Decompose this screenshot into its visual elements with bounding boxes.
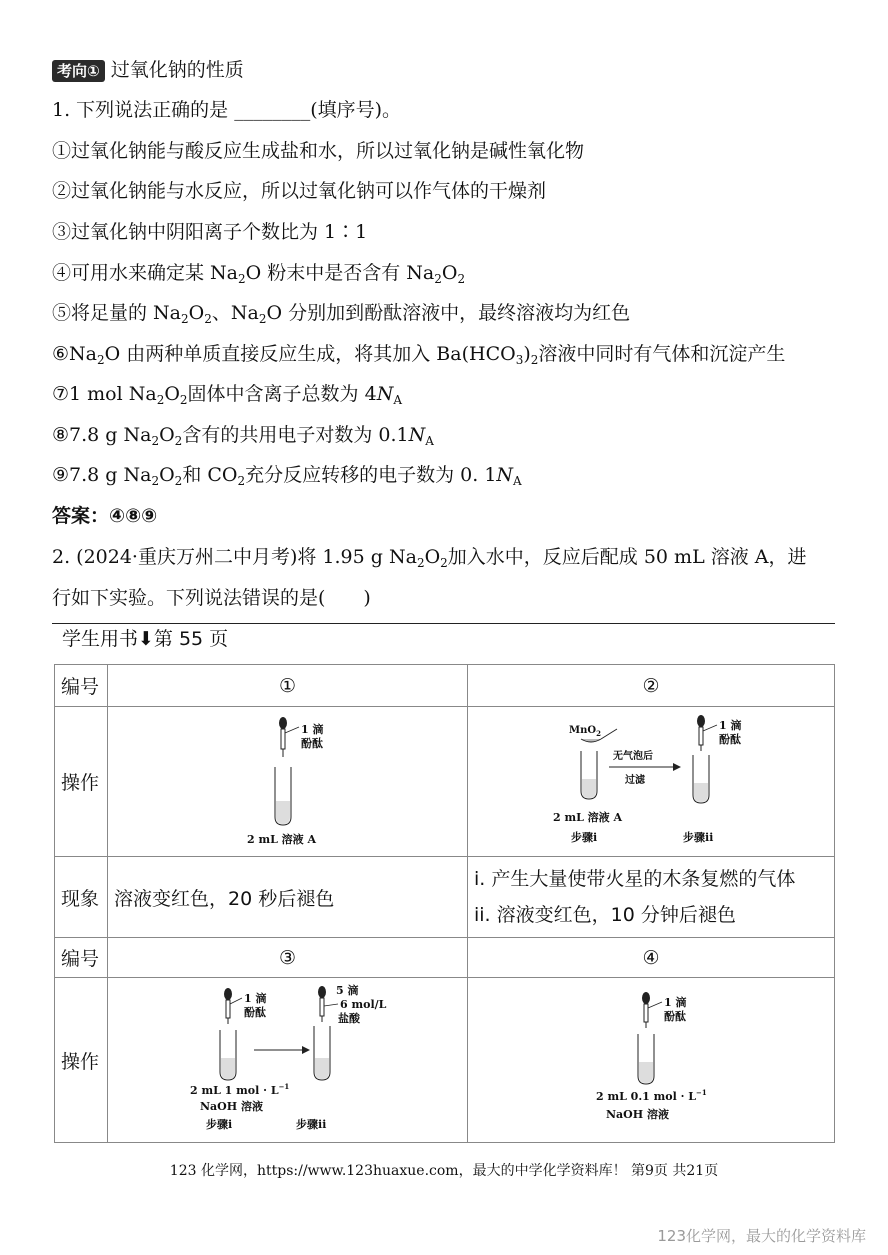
liquid [276, 801, 290, 824]
q1-option-9: ⑨7.8 g $Na_2O_2$和 $CO_2$充分反应转移的电子数为 0. $1N_A$ [52, 464, 522, 488]
pointer-line [703, 725, 717, 731]
arrow-head [673, 763, 681, 771]
label-solution-conc: 2 mL 0.1 mol · $L^{-1}$ [596, 1088, 707, 1103]
label-drop: 1 滴 [243, 992, 266, 1005]
label-arrow-bottom: 过滤 [625, 775, 645, 786]
label-arrow-top: 无气泡后 [613, 751, 653, 762]
label-concentration: 6 mol/L [339, 998, 386, 1011]
dropper-stem [699, 727, 703, 745]
diagram-3 [188, 980, 388, 1135]
label-number: 编号 [55, 665, 108, 707]
textbook-page-ref: 学生用书⬇第 55 页 [62, 628, 229, 650]
label-hcl: 盐酸 [337, 1012, 360, 1025]
label-naoh: NaOH 溶液 [606, 1108, 669, 1121]
q1-answer: 答案：④⑧⑨ [52, 505, 158, 527]
table-row [55, 978, 835, 1143]
dropper-bulb [642, 992, 650, 1004]
phenomenon-2-ii: ii. 溶液变红色，10 分钟后褪色 [474, 904, 736, 926]
pointer-line [648, 1002, 662, 1008]
page-footer: 123 化学网，https://www.123huaxue.com，最大的中学化学资料库！ 第9页 共21页 [169, 1163, 719, 1179]
q1-option-6: $⑥Na_2O$ 由两种单质直接反应生成，将其加入 $Ba(HCO_3)_2$溶液中同时有气体和沉淀产生 [52, 343, 786, 367]
liquid [639, 1062, 653, 1083]
table-row [55, 857, 835, 938]
label-drop-5: 5 滴 [335, 984, 358, 997]
liquid [582, 779, 596, 798]
q1-option-7: ⑦1 mol $Na_2O_2$固体中含离子总数为 $4N_A$ [52, 383, 402, 407]
label-operation: 操作 [55, 978, 108, 1143]
label-step-1: 步骤ⅰ [205, 1118, 232, 1131]
label-step-1: 步骤ⅰ [571, 831, 598, 844]
section-heading [52, 58, 244, 82]
experiment-table [54, 664, 835, 1143]
diagram-3-cell [108, 978, 468, 1143]
label-drop: 1 滴 [664, 996, 687, 1009]
diagram-2-cell [468, 707, 835, 857]
pointer-line [230, 998, 242, 1004]
label-drop: 1 滴 [300, 723, 323, 736]
q1-option-5: ⑤将足量的 $Na_2O_2$、$Na_2O$ 分别加到酚酞溶液中，最终溶液均为红色 [52, 302, 631, 326]
label-step-2: 步骤ⅱ [295, 1118, 326, 1131]
diagram-4 [576, 980, 726, 1135]
q1-stem: 1. 下列说法正确的是 ________(填序号)。 [52, 99, 402, 121]
dropper-stem [226, 1000, 230, 1018]
phenomenon-1: 溶液变红色，20 秒后褪色 [108, 857, 468, 938]
phenomenon-2 [468, 857, 835, 938]
label-drop: 1 滴 [719, 719, 742, 732]
q1-option-4: ④可用水来确定某 $Na_2O$ 粉末中是否含有 $Na_2O_2$ [52, 262, 466, 286]
liquid [694, 783, 708, 802]
section-title: 过氧化钠的性质 [110, 59, 244, 81]
label-number: 编号 [55, 938, 108, 978]
label-phenol: 酚酞 [664, 1010, 686, 1023]
dropper-stem [281, 729, 285, 749]
diagram-4-cell [468, 978, 835, 1143]
exp-number-4: ④ [468, 938, 835, 978]
pointer-line [285, 727, 299, 733]
label-naoh: NaOH 溶液 [199, 1100, 263, 1113]
liquid [221, 1058, 235, 1079]
q2-stem: 2. (2024·重庆万州二中月考)将 1.95 g $Na_2O_2$加入水中，反应后配成 50 mL 溶液 A，进 [52, 546, 807, 570]
label-phenol: 酚酞 [243, 1006, 266, 1019]
diagram-1 [213, 709, 363, 849]
dropper-bulb [279, 717, 287, 729]
pointer-line [324, 1004, 338, 1006]
dropper-bulb [697, 715, 705, 727]
spatula-handle [601, 729, 617, 739]
spatula [581, 739, 601, 742]
arrow-head [302, 1046, 310, 1054]
liquid [315, 1058, 329, 1079]
q1-option-1: ①过氧化钠能与酸反应生成盐和水，所以过氧化钠是碱性氧化物 [52, 140, 585, 162]
dropper-bulb [318, 986, 326, 998]
label-solution-conc: 2 mL 1 mol · $L^{-1}$ [189, 1082, 289, 1097]
exp-number-2: ② [468, 665, 835, 707]
label-operation: 操作 [55, 707, 108, 857]
table-row [55, 665, 835, 707]
dropper-stem [644, 1004, 648, 1022]
q1-option-8: ⑧7.8 g $Na_2O_2$含有的共用电子对数为 $0.1N_A$ [52, 424, 434, 448]
diagram-1-cell [108, 707, 468, 857]
label-mno2: MnO$_2$ [569, 725, 601, 738]
label-phenol: 酚酞 [719, 733, 741, 746]
label-phenomenon: 现象 [55, 857, 108, 938]
label-step-2: 步骤ⅱ [683, 831, 714, 844]
table-row [55, 707, 835, 857]
dropper-stem [320, 998, 324, 1016]
q1-option-2: ②过氧化钠能与水反应，所以过氧化钠可以作气体的干燥剂 [52, 180, 547, 202]
exp-number-1: ① [108, 665, 468, 707]
dropper-bulb [224, 988, 232, 1000]
diagram-2 [551, 709, 751, 849]
phenomenon-2-i: i. 产生大量使带火星的木条复燃的气体 [474, 868, 796, 890]
q1-option-3: ③过氧化钠中阴阳离子个数比为 1∶1 [52, 221, 368, 243]
watermark: 123化学网，最大的化学资料库 [657, 1227, 866, 1245]
exp-number-3: ③ [108, 938, 468, 978]
topic-badge: 考向① [52, 60, 105, 82]
divider [52, 623, 835, 624]
label-solution: 2 mL 溶液 A [553, 811, 623, 824]
label-phenol: 酚酞 [300, 737, 323, 750]
label-solution: 2 mL 溶液 A [246, 833, 316, 846]
table-row [55, 938, 835, 978]
q2-stem-line2: 行如下实验。下列说法错误的是( ) [52, 587, 371, 609]
